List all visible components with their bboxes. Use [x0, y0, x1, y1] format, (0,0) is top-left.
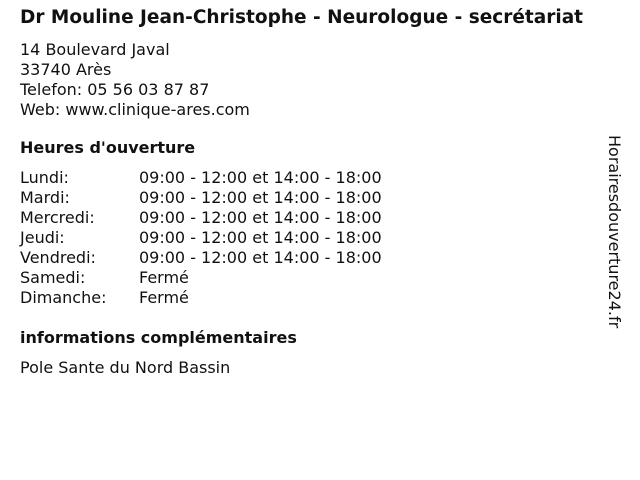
phone-number: Telefon: 05 56 03 87 87	[20, 80, 210, 99]
business-card	[20, 8, 615, 378]
hours-row-vendredi	[20, 248, 615, 268]
city-postcode: 33740 Arès	[20, 60, 112, 79]
hours-row-mardi	[20, 188, 615, 208]
day-label: Dimanche:	[20, 288, 107, 307]
day-label: Vendredi:	[20, 248, 96, 267]
day-label: Jeudi:	[20, 228, 65, 247]
street-address: 14 Boulevard Javal	[20, 40, 170, 59]
hours-row-mercredi	[20, 208, 615, 228]
hours-row-samedi	[20, 268, 615, 288]
time-value: Fermé	[139, 288, 189, 307]
day-label: Mercredi:	[20, 208, 95, 227]
time-value: 09:00 - 12:00 et 14:00 - 18:00	[139, 188, 382, 207]
time-value: 09:00 - 12:00 et 14:00 - 18:00	[139, 168, 382, 187]
day-label: Samedi:	[20, 268, 86, 287]
hours-row-jeudi	[20, 228, 615, 248]
info-text: Pole Sante du Nord Bassin	[20, 358, 231, 377]
info-heading: informations complémentaires	[20, 328, 297, 347]
website: Web: www.clinique-ares.com	[20, 100, 250, 119]
day-label: Lundi:	[20, 168, 69, 187]
day-label: Mardi:	[20, 188, 70, 207]
hours-row-dimanche	[20, 288, 615, 308]
hours-row-lundi	[20, 168, 615, 188]
time-value: 09:00 - 12:00 et 14:00 - 18:00	[139, 228, 382, 247]
time-value: Fermé	[139, 268, 189, 287]
time-value: 09:00 - 12:00 et 14:00 - 18:00	[139, 208, 382, 227]
time-value: 09:00 - 12:00 et 14:00 - 18:00	[139, 248, 382, 267]
site-watermark: Horairesdouverture24.fr	[605, 135, 624, 329]
address-block	[20, 40, 615, 120]
page-title: Dr Mouline Jean-Christophe - Neurologue - secrétariat	[20, 7, 584, 28]
opening-hours-table	[20, 168, 615, 308]
hours-heading: Heures d'ouverture	[20, 138, 196, 157]
